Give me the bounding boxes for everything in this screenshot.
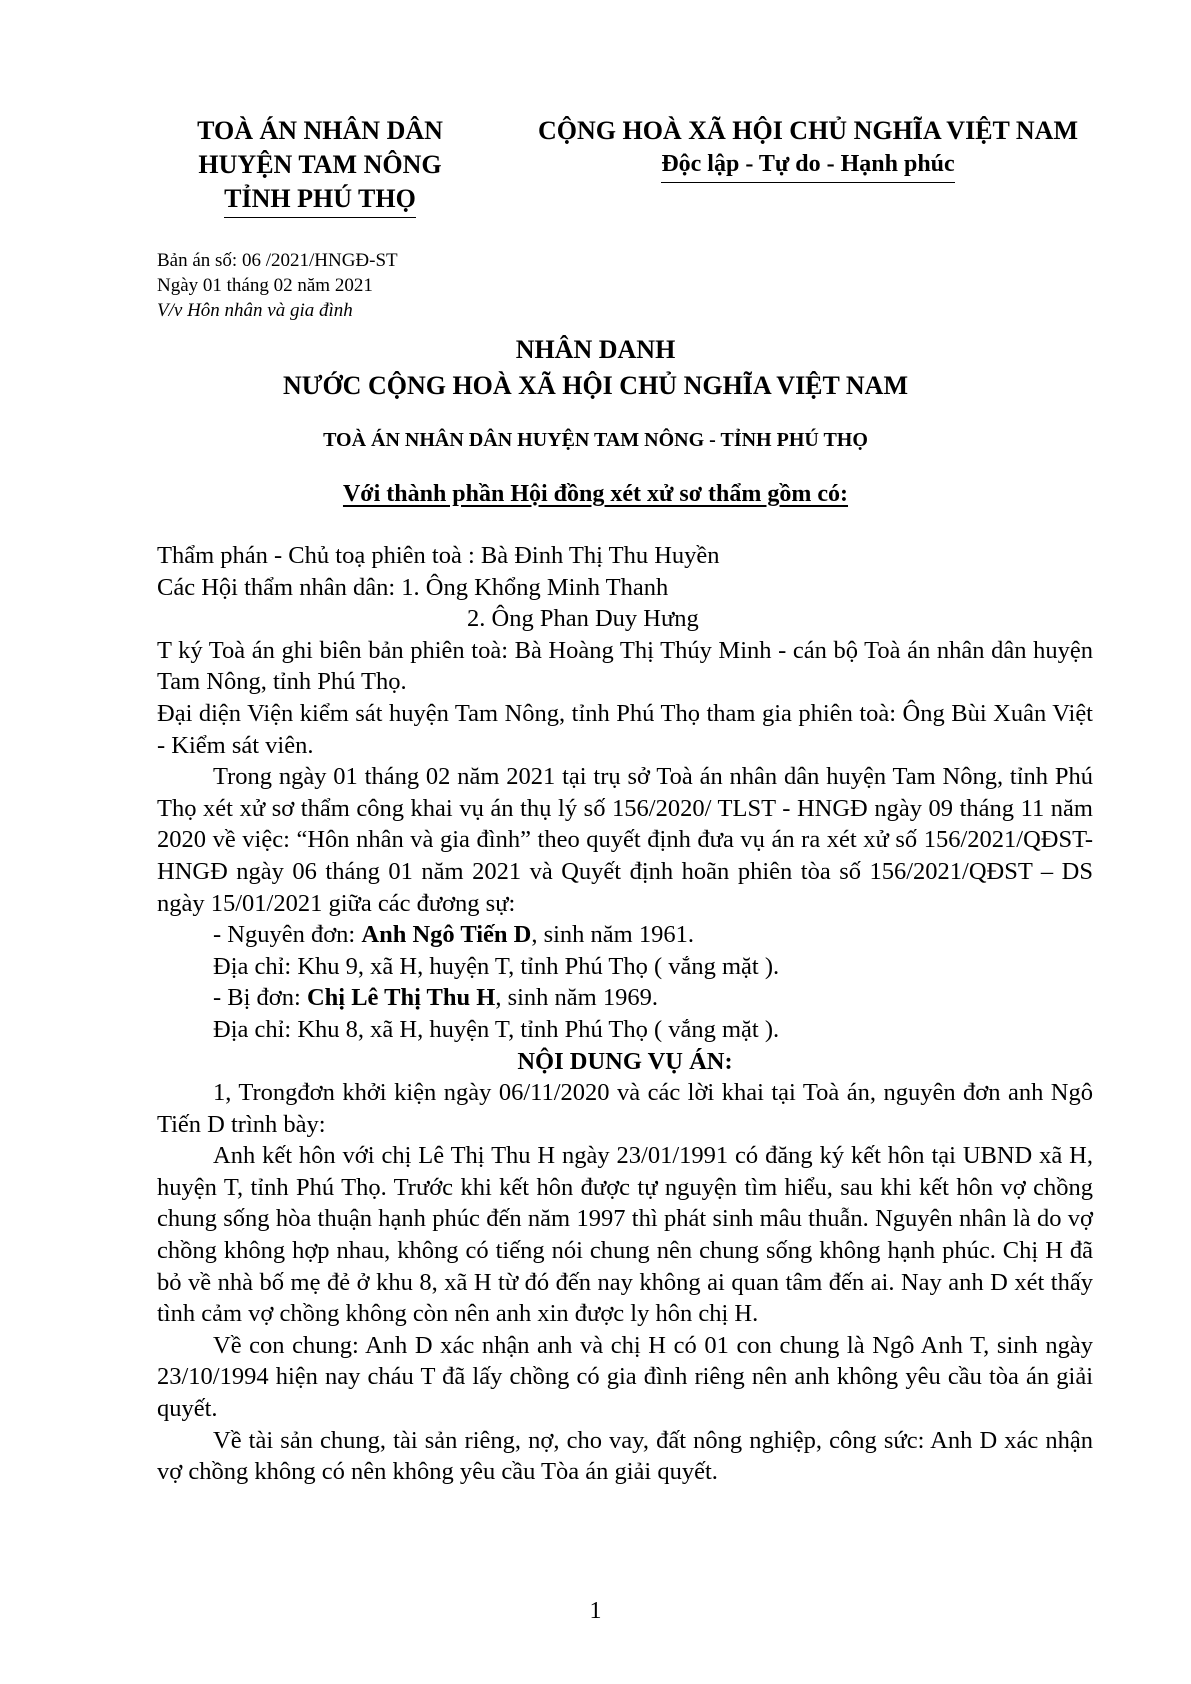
judgment-meta [157, 248, 457, 323]
title-line-2: NƯỚC CỘNG HOÀ XÃ HỘI CHỦ NGHĨA VIỆT NAM [282, 371, 908, 400]
court-full-name: TOÀ ÁN NHÂN DÂN HUYỆN TAM NÔNG - TỈNH PHÚ THỌ [323, 429, 868, 451]
judge-line: Thẩm phán - Chủ toạ phiên toà : Bà Đinh Thị Thu Huyền [157, 542, 720, 569]
national-header [508, 114, 1108, 183]
court-line-3: TỈNH PHÚ THỌ [224, 182, 416, 218]
panel-heading [0, 478, 1191, 510]
defendant-suffix: , sinh năm 1969. [495, 984, 658, 1012]
plaintiff-address: Địa chỉ: Khu 9, xã H, huyện T, tỉnh Phú Thọ ( vắng mặt ). [213, 952, 780, 980]
court-line-1: TOÀ ÁN NHÂN DÂN [197, 116, 443, 145]
prosecutor-line: Đại diện Viện kiểm sát huyện Tam Nông, tỉnh Phú Thọ tham gia phiên toà: Ông Bùi Xuân Việt - Kiểm sát viên. [157, 699, 1093, 759]
page-number: 1 [589, 1598, 602, 1624]
national-motto: Độc lập - Tự do - Hạnh phúc [661, 148, 954, 183]
court-header [160, 114, 480, 218]
plaintiff-suffix: , sinh năm 1961. [531, 921, 694, 949]
document-title [0, 332, 1191, 404]
nation-title: CỘNG HOÀ XÃ HỘI CHỦ NGHĨA VIỆT NAM [537, 116, 1079, 145]
content-paragraph-2: Anh kết hôn với chị Lê Thị Thu H ngày 23/01/1991 có đăng ký kết hôn tại UBND xã H, huyện T, tỉnh Phú Thọ. Trước khi kết hôn được tự nguyện tìm hiểu, sau khi kết hôn vợ chồng chung sống hòa thuận hạnh phúc đến năm 1997 thì phát sinh mâu thuẫn. Nguyên nhân là do vợ chồng không hợp nhau, không có tiếng nói chung nên chung sống không hạnh phúc. Chị H đã bỏ về nhà bố mẹ đẻ ở khu 8, xã H từ đó đến nay không ai quan tâm đến ai. Nay anh D xét thấy tình cảm vợ chồng không còn nên anh xin được ly hôn chị H. [157, 1142, 1093, 1328]
clerk-line: T ký Toà án ghi biên bản phiên toà: Bà Hoàng Thị Thúy Minh - cán bộ Toà án nhân dân huyện Tam Nông, tỉnh Phú Thọ. [157, 636, 1093, 696]
judgment-number: Bản án số: 06 /2021/HNGĐ-ST [157, 250, 398, 271]
content-paragraph-1: 1, Trongđơn khởi kiện ngày 06/11/2020 và các lời khai tại Toà án, nguyên đơn anh Ngô Tiến D trình bày: [157, 1079, 1093, 1138]
defendant-prefix: - Bị đơn: [213, 984, 307, 1012]
plaintiff-line [157, 919, 1093, 951]
trial-intro: Trong ngày 01 tháng 02 năm 2021 tại trụ sở Toà án nhân dân huyện Tam Nông, tỉnh Phú Thọ xét xử sơ thẩm công khai vụ án thụ lý số 156/2020/ TLST - HNGĐ ngày 09 tháng 11 năm 2020 về việc: “Hôn nhân và gia đình” theo quyết định đưa vụ án ra xét xử số 156/2021/QĐST-HNGĐ ngày 06 tháng 01 năm 2021 và Quyết định hoãn phiên tòa số 156/2021/QĐST – DS ngày 15/01/2021 giữa các đương sự: [157, 763, 1093, 917]
plaintiff-name: Anh Ngô Tiến D [361, 921, 532, 949]
content-paragraph-3: Về con chung: Anh D xác nhận anh và chị H có 01 con chung là Ngô Anh T, sinh ngày 23/10/1994 hiện nay cháu T đã lấy chồng có gia đình riêng nên anh không yêu cầu tòa án giải quyết. [157, 1331, 1093, 1423]
defendant-line [157, 982, 1093, 1014]
assessor-line-2: 2. Ông Phan Duy Hưng [467, 605, 699, 633]
defendant-name: Chị Lê Thị Thu H [306, 984, 496, 1012]
plaintiff-prefix: - Nguyên đơn: [213, 921, 362, 949]
content-paragraph-4: Về tài sản chung, tài sản riêng, nợ, cho vay, đất nông nghiệp, công sức: Anh D xác nhận vợ chồng không có nên không yêu cầu Tòa án giải quyết. [157, 1426, 1093, 1486]
document-body [157, 540, 1093, 1488]
title-line-1: NHÂN DANH [515, 335, 676, 364]
judgment-subject: V/v Hôn nhân và gia đình [157, 300, 353, 321]
case-content-heading: NỘI DUNG VỤ ÁN: [517, 1047, 733, 1075]
panel-heading-text: Với thành phần Hội đồng xét xử sơ thẩm gồm có: [342, 481, 849, 507]
court-line-2: HUYỆN TAM NÔNG [198, 150, 442, 179]
assessor-line-1: Các Hội thẩm nhân dân: 1. Ông Khổng Minh Thanh [157, 573, 669, 601]
defendant-address: Địa chỉ: Khu 8, xã H, huyện T, tỉnh Phú Thọ ( vắng mặt ). [213, 1015, 780, 1043]
judgment-date: Ngày 01 tháng 02 năm 2021 [157, 275, 373, 296]
